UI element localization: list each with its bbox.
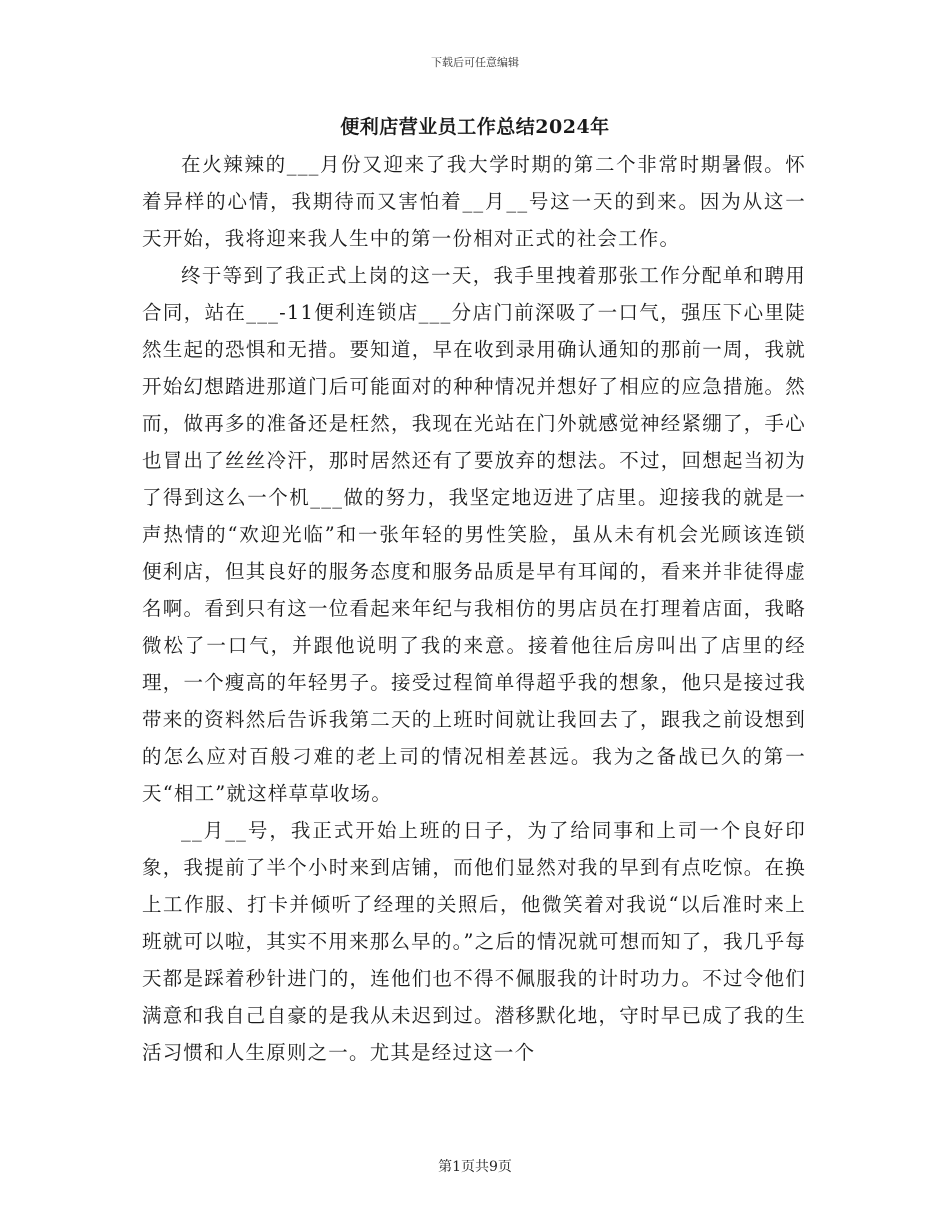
document-title: 便利店营业员工作总结2024年	[340, 116, 610, 138]
paragraph-2: 终于等到了我正式上岗的这一天，我手里拽着那张工作分配单和聘用合同，站在___-11便利连锁店___分店门前深吸了一口气，强压下心里陡然生起的恐惧和无措。要知道，早在收到录用确认通知的那前一周，我就开始幻想踏进那道门后可能面对的种种情况并想好了相应的应急措施。然而，做再多的准备还是枉然，我现在光站在门外就感觉神经紧绷了，手心也冒出了丝丝冷汗，那时居然还有了要放弃的想法。不过，回想起当初为了得到这么一个机___做的努力，我坚定地迈进了店里。迎接我的就是一声热情的“欢迎光临”和一张年轻的男性笑脸，虽从未有机会光顾该连锁便利店，但其良好的服务态度和服务品质是早有耳闻的，看来并非徒得虚名啊。看到只有这一位看起来年纪与我相仿的男店员在打理着店面，我略微松了一口气，并跟他说明了我的来意。接着他往后房叫出了店里的经理，一个瘦高的年轻男子。接受过程简单得超乎我的想象，他只是接过我带来的资料然后告诉我第二天的上班时间就让我回去了，跟我之前设想到的怎么应对百般刁难的老上司的情况相差甚远。我为之备战已久的第一天“相工”就这样草草收场。	[142, 264, 806, 805]
paragraph-3: __月__号，我正式开始上班的日子，为了给同事和上司一个良好印象，我提前了半个小时来到店铺，而他们显然对我的早到有点吃惊。在换上工作服、打卡并倾听了经理的关照后，他微笑着对我说“以后准时来上班就可以啦，其实不用来那么早的。”之后的情况就可想而知了，我几乎每天都是踩着秒针进门的，连他们也不得不佩服我的计时功力。不过令他们满意和我自己自豪的是我从未迟到过。潜移默化地，守时早已成了我的生活习惯和人生原则之一。尤其是经过这一个	[142, 819, 806, 1064]
paragraph-1: 在火辣辣的___月份又迎来了我大学时期的第二个非常时期暑假。怀着异样的心情，我期待而又害怕着__月__号这一天的到来。因为从这一天开始，我将迎来我人生中的第一份相对正式的社会工作。	[142, 153, 806, 250]
page-footer: 第1页共9页	[438, 1159, 512, 1175]
header-note: 下载后可任意编辑	[431, 56, 519, 69]
document-body	[142, 146, 806, 1071]
